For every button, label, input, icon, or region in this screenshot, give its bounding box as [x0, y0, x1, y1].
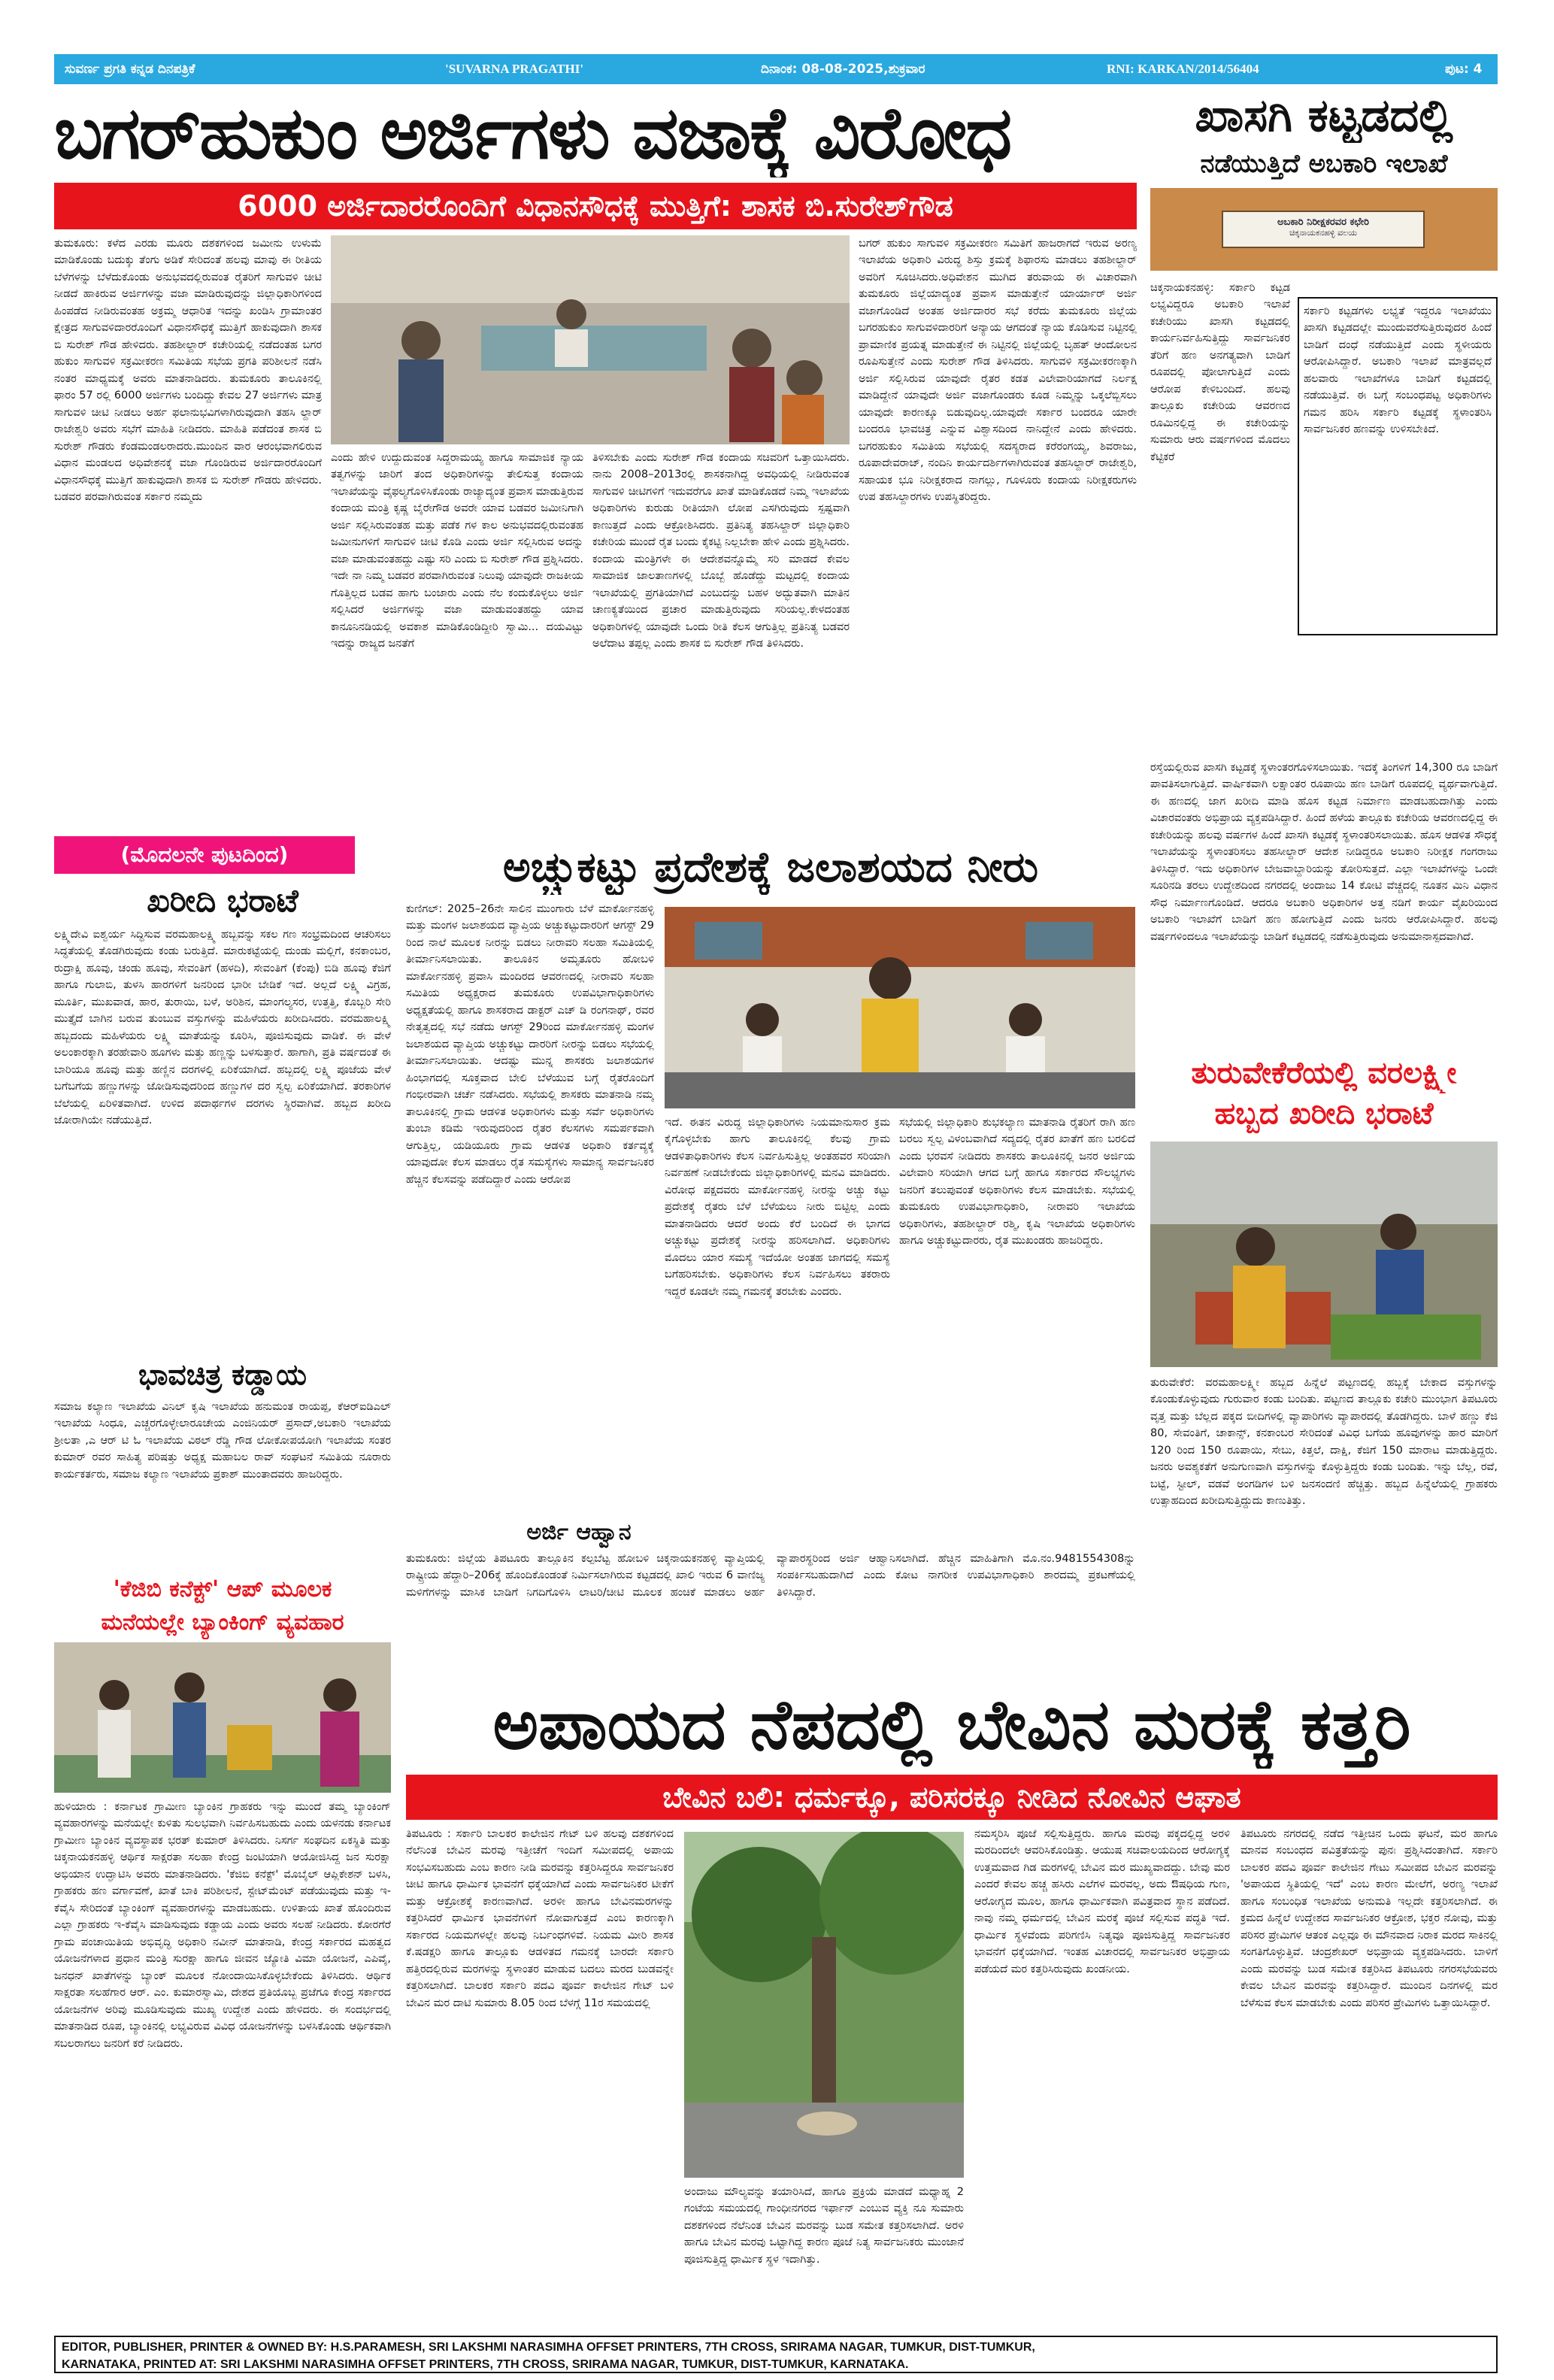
neem-headline: ಅಪಾಯದ ನೆಪದಲ್ಲಿ ಬೇವಿನ ಮರಕ್ಕೆ ಕತ್ತರಿ — [492, 1684, 1411, 1765]
neem-subhead: ಬೇವಿನ ಬಲಿ: ಧರ್ಮಕ್ಕೂ, ಪರಿಸರಕ್ಕೂ ನೀಡಿದ ನೋವಿನ ಆಘಾತ — [406, 1775, 1498, 1820]
tiruvekere-headline-2: ಹಬ್ಬದ ಖರೀದಿ ಭರಾಟೆ — [1214, 1096, 1434, 1131]
issue-date: ದಿನಾಂಕ: 08-08-2025,ಶುಕ್ರವಾರ — [761, 62, 925, 77]
imprint-line-1: EDITOR, PUBLISHER, PRINTER & OWNED BY: H.S.PARAMESH, SRI LAKSHMI NARASIMHA OFFSET PRINTERS, 7TH CROSS, SRIRAMA NAGAR, TUMKUR, DIST-TUMKUR, — [62, 2341, 1035, 2354]
side-top-col-left: ಚಿಕ್ಕನಾಯಕನಹಳ್ಳಿ: ಸರ್ಕಾರಿ ಕಟ್ಟಡ ಲಭ್ಯವಿದ್ದರೂ ಅಬಕಾರಿ ಇಲಾಖೆ ಕಚೇರಿಯು ಖಾಸಗಿ ಕಟ್ಟಡದಲ್ಲಿ ಕಾರ್ಯನಿರ್ವಹಿಸುತ್ತಿದ್ದು ಸಾರ್ವಜನಿಕರ ತೆರಿಗೆ ಹಣ ಅನಗತ್ಯವಾಗಿ ಬಾಡಿಗೆ ರೂಪದಲ್ಲಿ ಪೋಲಾಗುತ್ತಿದೆ ಎಂದು ಆರೋಪ ಕೇಳಿಬಂದಿದೆ. ಹಲವು ತಾಲ್ಲೂಕು ಕಚೇರಿಯ ಆವರಣದ ರೂಮಿನಲ್ಲಿದ್ದ ಈ ಕಚೇರಿಯನ್ನು ಸುಮಾರು ಆರು ವರ್ಷಗಳಿಂದ ಮೊದಲು ಕೆಟ್ಟಿಕರೆ — [1150, 282, 1290, 463]
paper-name-en: 'SUVARNA PRAGATHI' — [445, 62, 584, 76]
application-body: ತುಮಕೂರು: ಜಿಲ್ಲೆಯ ತಿಪಟೂರು ತಾಲ್ಲೂಕಿನ ಕಲ್ಪಬೆಟ್ಟ ಹೋಬಳಿ ಚಿಕ್ಕನಾಯಕನಹಳ್ಳಿ ವ್ಯಾಪ್ತಿಯಲ್ಲಿ ರಾಷ್ಟ್ರೀಯ ಹೆದ್ದಾರಿ–206ಕ್ಕೆ ಹೊಂದಿಕೊಂಡಂತೆ ನಿರ್ಮಿಸಲಾಗಿರುವ ಕಟ್ಟಡದಲ್ಲಿ ಖಾಲಿ ಇರುವ 6 ವಾಣಿಜ್ಯ ಮಳಿಗೆಗಳನ್ನು ಮಾಸಿಕ ಬಾಡಿಗೆ ನಿಗದಿಗೊಳಿಸಿ ಲಾಟರಿ/ಚೀಟಿ ಮೂಲಕ ಹಂಚಿಕೆ ಮಾಡಲು ಅರ್ಹ ವ್ಯಾಪಾರಸ್ಥರಿಂದ ಅರ್ಜಿ ಆಹ್ವಾನಿಸಲಾಗಿದೆ. ಹೆಚ್ಚಿನ ಮಾಹಿತಿಗಾಗಿ ಮೊ.ನಂ.9481554308ನ್ನು ಸಂಪರ್ಕಿಸಬಹುದಾಗಿದೆ ಎಂದು ಕೋಟ ನಾಗರೀಕ ಉಪವಿಭಾಗಾಧಿಕಾರಿ ಶಾರದಮ್ಮ ಪ್ರಕಟಣೆಯಲ್ಲಿ ತಿಳಿಸಿದ್ದಾರೆ. — [406, 1553, 1135, 1599]
meeting-photo — [331, 235, 850, 444]
lead-col-1: ತುಮಕೂರು: ಕಳೆದ ಎರಡು ಮೂರು ದಶಕಗಳಿಂದ ಜಮೀನು ಉಳುಮೆ ಮಾಡಿಕೊಂಡು ಬದುಕ್ಕು ತೆಂಗು ಅಡಿಕೆ ಸೇರಿದಂತೆ ಹಲವು ಮಾವು ಈ ರೀತಿಯ ಬೆಳೆಗಳನ್ನು ಬೆಳೆದುಕೊಂಡು ಅನುಭವದಲ್ಲಿರುವಂತ ರೈತರಿಗೆ ಸಾಗುವಳಿ ಚೀಟಿ ನೀಡದೆ ಹಾಕಿರುವ ಅರ್ಜಿಗಳನ್ನು ವಜಾ ಮಾಡಿರುವುದನ್ನು ಜಿಲ್ಲಾಧಿಕಾರಿಗಳಿಂದ ಹಿಂಪಡೆದ ನೀಡಿರುವಂತಹ ಅಕ್ರಮ್ಮ ಆಧಾರಿತ ಇದನ್ನು ಖಂಡಿಸಿ ಗ್ರಾಮಾಂತರ ಕ್ಷೇತ್ರದ ಸಾಗುವಳಿದಾರರೊಂದಿಗೆ ವಿಧಾನಸೌಧಕ್ಕೆ ಮುತ್ತಿಗೆ ಹಾಕುವುದಾಗಿ ಶಾಸಕ ಬಿ ಸುರೇಶ್ ಗೌಡ ಹೇಳಿದರು. ತಹಶೀಲ್ದಾರ್ ಕಚೇರಿಯಲ್ಲಿ ನಡೆದಂತಹ ಬಗರ ಹುಕುಂ ಸಾಗುವಳಿ ಸಕ್ರಮೀಕರಣ ಸಮಿತಿಯ ಸಭೆಯ ಪ್ರಗತಿ ಪರಿಶೀಲನೆ ನಡೆಸಿ ನಂತರ ಮಾಧ್ಯಮಕ್ಕೆ ಅವರು ಮಾತನಾಡಿದರು. ತುಮಕೂರು ತಾಲೂಕಿನಲ್ಲಿ ಫಾರಂ 57 ರಲ್ಲಿ 6000 ಅರ್ಜಿಗಳು ಬಂದಿದ್ದು ಕೇವಲ 27 ಅರ್ಜಿಗಳು ಮಾತ್ರ ಸಾಗುವಳಿ ಚೀಟಿ ನೀಡಲು ಅರ್ಹ ಫಲಾನುಭವಿಗಳಾಗಿರುವುದಾಗಿ ತಹಸಿ ಲ್ದಾರ್ ರಾಜೇಶ್ವರಿ ಅವರು ಸಭೆಗೆ ಮಾಹಿತಿ ನೀಡಿದರು. ಮಾಹಿತಿ ಪಡೆದಂತ ಶಾಸಕ ಬಿ ಸುರೇಶ್ ಗೌಡರು ಕೆಂಡಮಂಡಲರಾದರು.ಮುಂದಿನ ವಾರ ಆರಂಭವಾಗಲಿರುವ ವಿಧಾನ ಮಂಡಲದ ಅಧಿವೇಶನಕ್ಕೆ ವಜಾ ಗೊಂಡಿರುವ ಅರ್ಜಿದಾರರೊಂದಿಗೆ ವಿಧಾನಸೌಧಕ್ಕೆ ಮುತ್ತಿಗೆ ಹಾಕುವುದಾಗಿ ಶಾಸಕ ಬಿ ಸುರೇಶ್ ಗೌಡರು ಹೇಳಿದರು. ಬಡವರ ಪರವಾಗಿರುವಂತ ಸರ್ಕಾರ ನಮ್ಮದು — [54, 238, 322, 504]
side-top-col-bottom: ರಸ್ತೆಯಲ್ಲಿರುವ ಖಾಸಗಿ ಕಟ್ಟಡಕ್ಕೆ ಸ್ಥಳಾಂತರಗೊಳಿಸಲಾಯಿತು. ಇದಕ್ಕೆ ತಿಂಗಳಿಗೆ 14,300 ರೂ ಬಾಡಿಗೆ ಪಾವತಿಸಲಾಗುತ್ತಿದೆ. ವಾರ್ಷಿಕವಾಗಿ ಲಕ್ಷಾಂತರ ರೂಪಾಯಿ ಹಣ ಬಾಡಿಗೆ ರೂಪದಲ್ಲಿ ವ್ಯರ್ಥವಾಗುತ್ತಿದೆ. ಈ ಹಣದಲ್ಲಿ ಜಾಗ ಖರೀದಿ ಮಾಡಿ ಹೊಸ ಕಟ್ಟಡ ನಿರ್ಮಾಣ ಮಾಡಬಹುದಾಗಿತ್ತು ಎಂದು ವಿಚಾರವಂತರು ಅಭಿಪ್ರಾಯ ವ್ಯಕ್ತಪಡಿಸಿದ್ದಾರೆ. ಹಿಂದೆ ಹಳೆಯ ತಾಲ್ಲೂಕು ಕಚೇರಿಯ ಆವರಣದಲ್ಲಿದ್ದ ಈ ಕಚೇರಿಯನ್ನು ಹಲವು ವರ್ಷಗಳ ಹಿಂದೆ ಖಾಸಗಿ ಕಟ್ಟಡಕ್ಕೆ ಸ್ಥಳಾಂತರಿಸಲಾಯಿತು. ಹೊಸ ಆಡಳಿತ ಸೌಧಕ್ಕೆ ಇಲಾಖೆಯನ್ನು ಸ್ಥಳಾಂತರಿಸಲು ತಹಸೀಲ್ದಾರ್ ಆದೇಶ ನೀಡಿದ್ದರೂ ಅಬಕಾರಿ ನಿರೀಕ್ಷಕ ಗಂಗರಾಜು ತಿಳಿಸಿದ್ದಾರೆ. ಇದು ಅಧಿಕಾರಿಗಳ ಬೇಜವಾಬ್ದಾರಿಯನ್ನು ತೋರಿಸುತ್ತದೆ. ಎಲ್ಲಾ ಇಲಾಖೆಗಳನ್ನು ಒಂದೇ ಸೂರಿನಡಿ ತರಲು ಉದ್ದೇಶದಿಂದ ನಗರದಲ್ಲಿ ಅಂದಾಜು 14 ಕೋಟಿ ವೆಚ್ಚದಲ್ಲಿ ನೂತನ ಮಿನಿ ವಿಧಾನ ಸೌಧ ನಿರ್ಮಾಣಗೊಂಡಿದೆ. ಆದರೂ ಅಬಕಾರಿ ಅಧಿಕಾರಿಗಳ ಅತ್ತ ನಡಿಗೆ ಕಾರ್ಯ ವೈಖರಿಯಿಂದ ಅಬಕಾರಿ ಇಲಾಖೆಗೆ ಬಾಡಿಗೆ ಹಣ ಹೋಗುತ್ತಿದೆ ಎಂದು ಜನರು ಆರೋಪಿಸಿದ್ದಾರೆ. ಹಲವು ವರ್ಷಗಳಿಂದಲೂ ಇಲಾಖೆಯನ್ನು ಬಾಡಿಗೆ ಕಟ್ಟಡದಲ್ಲಿ ನಡೆಸುತ್ತಿರುವುದು ಅನುಮಾನಾಸ್ಪದವಾಗಿದೆ. — [1150, 762, 1498, 943]
water-meeting-photo — [665, 907, 1135, 1108]
continued-headline: ಖರೀದಿ ಭರಾಟೆ — [147, 882, 298, 919]
lead-subhead: 6000 ಅರ್ಜಿದಾರರೊಂದಿಗೆ ವಿಧಾನಸೌಧಕ್ಕೆ ಮುತ್ತಿಗೆ: ಶಾಸಕ ಬಿ.ಸುರೇಶ್‌ಗೌಡ — [54, 183, 1137, 229]
lead-headline: ಬಗರ್‌ಹುಕುಂ ಅರ್ಜಿಗಳು ವಜಾಕ್ಕೆ ವಿರೋಧ — [54, 91, 1011, 175]
neem-col-3: ನಮಸ್ಕರಿಸಿ ಪೂಜೆ ಸಲ್ಲಿಸುತ್ತಿದ್ದರು. ಹಾಗೂ ಮರವು ಪಕ್ಕದಲ್ಲಿದ್ದ ಅರಳಿ ಮರದಿಂದಲೇ ಆವರಿಸಿಕೊಂಡಿತ್ತು. ಆಯುಷ ಸಚಿವಾಲಯದಿಂದ ಆರೋಗ್ಯಕ್ಕೆ ಉತ್ತಮವಾದ ಗಿಡ ಮರಗಳಲ್ಲಿ ಬೇವಿನ ಮರ ಮುಖ್ಯವಾದದ್ದು. ಬೇವು ಮರ ಎಂದರೆ ಕೇವಲ ಹಚ್ಚ ಹಸಿರು ಎಲೆಗಳ ಮರವಲ್ಲ, ಅದು ಔಷಧಿಯ ಗುಣ, ಆರೋಗ್ಯದ ಮೂಲ, ಹಾಗೂ ಧಾರ್ಮಿಕವಾಗಿ ಪವಿತ್ರವಾದ ಸ್ಥಾನ ಪಡೆದಿದೆ. ನಾವು ನಮ್ಮ ಧರ್ಮದಲ್ಲಿ ಬೇವಿನ ಮರಕ್ಕೆ ಪೂಜೆ ಸಲ್ಲಿಸುವ ಪದ್ಧತಿ ಇದೆ. ಧಾರ್ಮಿಕ ಸ್ಥಳವೆಂದು ಪರಿಗಣಿಸಿ ನಿತ್ಯವೂ ಪೂಜಿಸುತ್ತಿದ್ದ ಸಾರ್ವಜನಿಕರ ಭಾವನೆಗೆ ಧಕ್ಕೆಯಾಗಿದೆ. ಇಂತಹ ವಿಚಾರದಲ್ಲಿ ಸಾರ್ವಜನಿಕರ ಅಭಿಪ್ರಾಯ ಪಡೆಯದೆ ಮರ ಕತ್ತರಿಸಿರುವುದು ಖಂಡನೀಯ. — [974, 1828, 1230, 1975]
water-col-3: ಸಭೆಯಲ್ಲಿ ಜಿಲ್ಲಾಧಿಕಾರಿ ಶುಭಕಲ್ಯಾಣ ಮಾತನಾಡಿ ರೈತರಿಗೆ ರಾಗಿ ಹಣ ಬರಲು ಸ್ವಲ್ಪ ವಿಳಂಬವಾಗಿದೆ ಸದ್ಯದಲ್ಲಿ ರೈತರ ಖಾತೆಗೆ ಹಣ ಬರಲಿದೆ ಎಂದು ಭರವಸೆ ನೀಡಿದರು ಶಾಸಕರು ತಾಲೂಕಿನಲ್ಲಿ ಜನರ ಅರ್ಜಿಯ ವಿಲೇವಾರಿ ಸರಿಯಾಗಿ ಆಗದ ಬಗ್ಗೆ ಹಾಗೂ ಸರ್ಕಾರದ ಸೌಲಭ್ಯಗಳು ಜನರಿಗೆ ತಲುಪುವಂತೆ ಅಧಿಕಾರಿಗಳು ಕೆಲಸ ಮಾಡಬೇಕು. ಸಭೆಯಲ್ಲಿ ತುಮಕೂರು ಉಪವಿಭಾಗಾಧಿಕಾರಿ, ನೀರಾವರಿ ಇಲಾಖೆಯ ಅಧಿಕಾರಿಗಳು, ತಹಶೀಲ್ದಾರ್ ರಶ್ಮಿ, ಕೃಷಿ ಇಲಾಖೆಯ ಅಧಿಕಾರಿಗಳು ಹಾಗೂ ಅಚ್ಚುಕಟ್ಟುದಾರರು, ರೈತ ಮುಖಂಡರು ಹಾಜರಿದ್ದರು. — [899, 1117, 1135, 1248]
tiruvekere-body: ತುರುವೇಕೆರೆ: ವರಮಹಾಲಕ್ಷ್ಮೀ ಹಬ್ಬದ ಹಿನ್ನೆಲೆ ಪಟ್ಟಣದಲ್ಲಿ ಹಬ್ಬಕ್ಕೆ ಬೇಕಾದ ವಸ್ತುಗಳನ್ನು ಕೊಂಡುಕೊಳ್ಳುವುದು ಗುರುವಾರ ಕಂಡು ಬಂದಿತು. ಪಟ್ಟಣದ ತಾಲ್ಲೂಕು ಕಚೇರಿ ಮುಂಭಾಗ ತಿಪಟೂರು ವೃತ್ತ ಮತ್ತು ಬೆಲ್ಲದ ಪಕ್ಕದ ಬೀದಿಗಳಲ್ಲಿ ವ್ಯಾಪಾರಿಗಳು ವ್ಯಾಪಾರದಲ್ಲಿ ತೊಡಗಿದ್ದರು. ಬಾಳೆ ಹಣ್ಣು ಕೆಜಿ 80, ಸೇವಂತಿಗೆ, ಚಾಕಾನ್ಸ್, ಕನಕಾಂಬರ ಸೇರಿದಂತೆ ವಿವಿಧ ಬಗೆಯ ಹೂವುಗಳನ್ನು ಹಾರ ಮಾರಿಗೆ 120 ರಿಂದ 150 ರೂಪಾಯಿ, ಸೇಬು, ಕಿತ್ತಲೆ, ದಾಕ್ಷಿ, ಕೆಜಿಗೆ 150 ಮಾರಾಟ ಮಾಡುತ್ತಿದ್ದರು. ಜನರು ಅವಶ್ಯಕತೆಗೆ ಅನುಗುಣವಾಗಿ ವಸ್ತುಗಳನ್ನು ಕೊಳ್ಳುತ್ತಿದ್ದರು ಕಂಡು ಬಂದಿತು. ಇನ್ನು ಬೆಲ್ಲ, ರವೆ, ಬಟ್ಟೆ, ಸ್ಟೀಲ್, ವಡವೆ ಅಂಗಡಿಗಳ ಬಳಿ ಜನಸಂದಣಿ ಹೆಚ್ಚಿತ್ತು. ಹಬ್ಬದ ಹಿನ್ನೆಲೆಯಲ್ಲಿ ಗ್ರಾಹಕರು ಉತ್ಸಾಹದಿಂದ ಖರೀದಿಸುತ್ತಿದ್ದುದು ಕಾಣುತಿತ್ತು. — [1150, 1377, 1498, 1508]
side-top-headline-1: ಖಾಸಗಿ ಕಟ್ಟಡದಲ್ಲಿ — [1195, 89, 1453, 142]
neem-tree-photo — [684, 1832, 964, 2178]
bhavachitra-headline: ಭಾವಚಿತ್ರ ಕಡ್ಡಾಯ — [138, 1358, 307, 1391]
continued-label: (ಮೊದಲನೇ ಪುಟದಿಂದ) — [54, 836, 355, 874]
lead-col-4: ಬಗರ್ ಹುಕುಂ ಸಾಗುವಳಿ ಸಕ್ರಮೀಕರಣ ಸಮಿತಿಗೆ ಹಾಜರಾಗದೆ ಇರುವ ಅರಣ್ಯ ಇಲಾಖೆಯ ಅಧಿಕಾರಿ ವಿರುದ್ಧ ಶಿಸ್ತು ಕ್ರಮಕ್ಕೆ ಶಿಫಾರಸು ಮಾಡಲು ತಹಶೀಲ್ದಾರ್ ಅವರಿಗೆ ಸೂಚಿಸಿದರು.ಅಧಿವೇಶನ ಮುಗಿದ ತರುವಾಯ ಈ ವಿಚಾರವಾಗಿ ತುಮಕೂರು ಜಿಲ್ಲೆಯಾದ್ಯಂತ ಪ್ರವಾಸ ಮಾಡುತ್ತೇನೆ ಯಾರ್ಯಾರ್ ಅರ್ಜಿ ವಜಾಗೊಂಡಿದೆ ಅಂತಹ ಅರ್ಜಿದಾರರ ಸಭೆ ಕರೆದು ತುಮಕೂರು ಜಿಲ್ಲೆಯ ಬಗರಹುಕುಂ ಸಾಗುವಳಿದಾರರಿಗೆ ಅನ್ಯಾಯ ಆಗದಂತೆ ನ್ಯಾಯ ಕೊಡಿಸುವ ನಿಟ್ಟಿನಲ್ಲಿ ಪ್ರಾಮಾಣಿಕ ಪ್ರಯತ್ನ ಮಾಡುತ್ತೇನೆ ಈ ನಿಟ್ಟಿನಲ್ಲಿ ಜಿಲ್ಲೆಯಲ್ಲಿ ಬೃಹತ್ ಆಂದೋಲನ ರೂಪಿಸುತ್ತೇನೆ ಎಂದು ಸುರೇಶ್ ಗೌಡ ತಿಳಿಸಿದರು. ಸಾಗುವಳಿ ಸಕ್ರಮೀಕರಣಕ್ಕಾಗಿ ಅರ್ಜಿ ಸಲ್ಲಿಸಿರುವ ಯಾವುದೇ ರೈತರ ಕಡತ ವಿಲೇವಾರಿಯಾಗದೆ ನಿರ್ಲಕ್ಷ ಮಾಡಿದ್ದೇನೆ ಯಾವುದೇ ಅರ್ಜಿ ವಜಾಗೊಂಡರು ಕೂಡ ನಿಮ್ಮನ್ನು ಒಕ್ಕಲೆಬ್ಬಿಸಲು ಯಾವುದೇ ಕಾರಣಕ್ಕೂ ಬಿಡುವುದಿಲ್ಲ.ಯಾವುದೇ ಸರ್ಕಾರ ಬಂದರೂ ಯಾರೇ ಬಂದರೂ ಭಾವಚಿತ್ರ ಎನ್ನುವ ವಿಶ್ವಾಸದಿಂದ ನಾನಿದ್ದೇನೆ ಎಂದು ಹೇಳಿದರು. ಬಗರಹುಕುಂ ಸಮಿತಿಯ ಸಭೆಯಲ್ಲಿ ಸದಸ್ಯರಾದ ಕರೆರಂಗಯ್ಯ, ಶಿವರಾಜು, ರೂಪಾದೇವರಾಜ್, ನಂದಿನಿ ಕಾರ್ಯದರ್ಶಿಗಳಾಗಿರುವಂತ ತಹಸಿಲ್ದಾರ್ ರಾಜೇಶ್ವರಿ, ಸಹಾಯಕ ಭೂ ನಿರೀಕ್ಷಕರಾದ ನಾಗಲ್ಲು, ಗೂಳೂರು ಕಂದಾಯ ನಿರೀಕ್ಷಕರುಗಳು ಉಪ ತಹಸಿಲ್ದಾರಗಳು ಉಪಸ್ಥಿತರಿದ್ದರು. — [859, 238, 1137, 504]
side-top-col-right: ಸರ್ಕಾರಿ ಕಟ್ಟಡಗಳು ಲಭ್ಯತೆ ಇದ್ದರೂ ಇಲಾಖೆಯು ಖಾಸಗಿ ಕಟ್ಟಡದಲ್ಲೇ ಮುಂದುವರೆಸುತ್ತಿರುವುದರ ಹಿಂದೆ ಬಾಡಿಗೆ ದಂಧೆ ನಡೆಯುತ್ತಿದೆ ಎಂದು ಸ್ಥಳೀಯರು ಆರೋಪಿಸಿದ್ದಾರೆ. ಅಬಕಾರಿ ಇಲಾಖೆ ಮಾತ್ರವಲ್ಲದೆ ಹಲವಾರು ಇಲಾಖೆಗಳೂ ಬಾಡಿಗೆ ಕಟ್ಟಡದಲ್ಲಿ ನಡೆಯುತ್ತಿವೆ. ಈ ಬಗ್ಗೆ ಸಂಬಂಧಪಟ್ಟ ಅಧಿಕಾರಿಗಳು ಗಮನ ಹರಿಸಿ ಸರ್ಕಾರಿ ಕಟ್ಟಡಕ್ಕೆ ಸ್ಥಳಾಂತರಿಸಿ ಸಾರ್ವಜನಿಕರ ಹಣವನ್ನು ಉಳಿಸಬೇಕಿದೆ. — [1298, 297, 1498, 635]
sign-subtext: ಚಿಕ್ಕನಾಯಕನಹಳ್ಳಿ ವಲಯ — [1289, 228, 1357, 238]
lead-col-2: ಎಂದು ಹೇಳಿ ಉದ್ದುದುವಂತ ಸಿದ್ದರಾಮಯ್ಯ ಹಾಗೂ ಸಾಮಾಜಿಕ ನ್ಯಾಯ ತತ್ವಗಳನ್ನು ಜಾರಿಗೆ ತಂದ ಅಧಿಕಾರಿಗಳನ್ನು ತೇಲಿಸುತ್ತ ಕಂದಾಯ ಇಲಾಖೆಯನ್ನು ವೈಫಲ್ಯಗೊಳಿಸಿಕೊಂಡು ರಾಜ್ಯಾದ್ಯಂತ ಪ್ರವಾಸ ಮಾಡುತ್ತಿರುವ ಕಂದಾಯ ಮಂತ್ರಿ ಕೃಷ್ಣ ಬೈರೇಗೌಡ ಅವರೇ ಯಾವ ಬಡವರ ಜಮೀನಿಗಾಗಿ ಅರ್ಜಿ ಸಲ್ಲಿಸಿರುವಂತಹ ಮತ್ತು ಪಡೆಕ ಗಳ ಕಾಲ ಅನುಭವದಲ್ಲಿರುವಂತಹ ಜಮೀನುಗಳಿಗೆ ಸಾಗುವಳಿ ಚೀಟಿ ಕೊಡಿ ಎಂದು ಅರ್ಜಿ ಸಲ್ಲಿಸಿರುವ ಅದನ್ನು ವಜಾ ಮಾಡುವಂತಹದ್ದು ಎಷ್ಟು ಸರಿ ಎಂದು ಬಿ ಸುರೇಶ್ ಗೌಡ ಪ್ರಶ್ನಿಸಿದರು. ಇದೇ ನಾ ನಿಮ್ಮ ಬಡವರ ಪರವಾಗಿರುವಂತ ನಿಲುವು ಯಾವುದೇ ರಾಜಕೀಯ ಗೊತ್ತಿಲ್ಲದ ಬಡವ ಹಾಗು ಬಂಜಾರು ಎಂದು ನೆಲ ಕಂದುಕೊಳ್ಳಲು ಅರ್ಜಿ ಸಲ್ಲಿಸಿದರೆ ಅರ್ಜಿಗಳನ್ನು ವಜಾ ಮಾಡುವಂತಹದ್ದು ಯಾವ ಕಾನೂನಿನಡಿಯಲ್ಲಿ ಅವಕಾಶ ಮಾಡಿಕೊಂಡಿದ್ದೀರಿ ಸ್ವಾಮಿ... ದಯವಿಟ್ಟು ಇದನ್ನು ರಾಜ್ಯದ ಜನತೆಗೆ — [331, 452, 583, 650]
kgb-body: ಹುಳಿಯಾರು : ಕರ್ನಾಟಕ ಗ್ರಾಮೀಣ ಬ್ಯಾಂಕಿನ ಗ್ರಾಹಕರು ಇನ್ನು ಮುಂದೆ ತಮ್ಮ ಬ್ಯಾಂಕಿಂಗ್ ವ್ಯವಹಾರಗಳನ್ನು ಮನೆಯಲ್ಲೇ ಕುಳಿತು ಸುಲಭವಾಗಿ ನಿರ್ವಹಿಸಬಹುದು ಎಂದು ಯಳನಡು ಕರ್ನಾಟಕ ಗ್ರಾಮೀಣ ಬ್ಯಾಂಕಿನ ವ್ಯವಸ್ಥಾಪಕ ಭರತ್ ಕುಮಾರ್ ತಿಳಿಸಿದರು. ನಿಸರ್ಗ ಸಂಘದಿನ ಏಕಸ್ಥಿತಿ ಮತ್ತು ಚಿಕ್ಕನಾಯಕನಹಳ್ಳಿ ಆರ್ಥಿಕ ಸಾಕ್ಷರತಾ ಸಲಹಾ ಕೇಂದ್ರ ಜಂಟಿಯಾಗಿ ಆಯೋಜಿಸಿದ್ದ ಜನ ಸುರಕ್ಷಾ ಅಭಿಯಾನ ಉದ್ಘಾಟಿಸಿ ಅವರು ಮಾತನಾಡಿದರು. 'ಕೆಜಿಬಿ ಕನೆಕ್ಟ್' ಮೊಬೈಲ್ ಆಪ್ಲಿಕೇಶನ್ ಬಳಸಿ, ಗ್ರಾಹಕರು ಹಣ ವರ್ಗಾವಣೆ, ಖಾತೆ ಬಾಕಿ ಪರಿಶೀಲನೆ, ಸ್ಟೇಟ್‌ಮೆಂಟ್ ಪಡೆಯುವುದು ಮತ್ತು ಇ-ಕೆವೈಸಿ ಸೇರಿದಂತೆ ಬ್ಯಾಂಕಿಂಗ್ ವ್ಯವಹಾರಗಳನ್ನು ಮಾಡಬಹುದು. ಉಳಿತಾಯ ಖಾತೆ ಹೊಂದಿರುವ ಎಲ್ಲಾ ಗ್ರಾಹಕರು ಇ-ಕೆವೈಸಿ ಮಾಡಿಸುವುದು ಕಡ್ಡಾಯ ಎಂದು ಅವರು ಸಲಹೆ ನೀಡಿದರು. ಕೋರಗೆರೆ ಗ್ರಾಮ ಪಂಚಾಯಿತಿಯ ಅಭಿವೃದ್ಧಿ ಅಧಿಕಾರಿ ನವೀನ್ ಮಾತನಾಡಿ, ಕೇಂದ್ರ ಸರ್ಕಾರದ ಮಹತ್ವದ ಯೋಜನೆಗಳಾದ ಪ್ರಧಾನ ಮಂತ್ರಿ ಸುರಕ್ಷಾ ಹಾಗೂ ಜೀವನ ಜ್ಯೋತಿ ವಿಮಾ ಯೋಜನೆ, ಎಪಿವೈ, ಜನಧನ್ ಖಾತೆಗಳನ್ನು ಬ್ಯಾಂಕ್ ಮೂಲಕ ನೋಂದಾಯಿಸಿಕೊಳ್ಳಬೇಕೆಂದು ತಿಳಿಸಿದರು. ಆರ್ಥಿಕ ಸಾಕ್ಷರತಾ ಸಲಹೆಗಾರ ಆರ್. ಎಂ. ಕುಮಾರಸ್ವಾಮಿ, ದೇಶದ ಪ್ರತಿಯೊಬ್ಬ ಪ್ರಜೆಗೂ ಕೇಂದ್ರ ಸರ್ಕಾರದ ಯೋಜನೆಗಳ ಅರಿವು ಮೂಡಿಸುವುದು ಮುಖ್ಯ ಉದ್ದೇಶ ಎಂದು ಹೇಳಿದರು. ಈ ಸಂದರ್ಭದಲ್ಲಿ ಮಾತನಾಡಿದ ರೂಪ, ಬ್ಯಾಂಕಿನಲ್ಲಿ ಲಭ್ಯವಿರುವ ವಿವಿಧ ಯೋಜನೆಗಳನ್ನು ಬಳಸಿಕೊಂಡು ಆರ್ಥಿಕವಾಗಿ ಸಬಲರಾಗಲು ಜನರಿಗೆ ಕರೆ ನೀಡಿದರು. — [54, 1801, 391, 2050]
paper-name-kn: ಸುವರ್ಣ ಪ್ರಗತಿ ಕನ್ನಡ ದಿನಪತ್ರಿಕೆ — [65, 62, 195, 77]
office-sign-photo — [1150, 188, 1498, 271]
water-col-2: ಇದೆ. ಈತನ ವಿರುದ್ಧ ಜಿಲ್ಲಾಧಿಕಾರಿಗಳು ನಿಯಮಾನುಸಾರ ಕ್ರಮ ಕೈಗೊಳ್ಳಬೇಕು ಹಾಗು ತಾಲೂಕಿನಲ್ಲಿ ಕೆಲವು ಗ್ರಾಮ ಆಡಳಿತಾಧಿಕಾರಿಗಳು ಕೆಲಸ ನಿರ್ವಹಿಸುತ್ತಿಲ್ಲ ಅಂತಹವರ ಸರಿಯಾಗಿ ನಿರ್ವಹಣೆ ನೀಡಬೇಕೆಂದು ಜಿಲ್ಲಾಧಿಕಾರಿಗಳಲ್ಲಿ ಮನವಿ ಮಾಡಿದರು. ವಿರೋಧ ಪಕ್ಷದವರು ಮಾರ್ಕೋನಹಳ್ಳಿ ನೀರನ್ನು ಅಚ್ಚು ಕಟ್ಟು ಪ್ರದೇಶಕ್ಕೆ ರೈತರು ಬೆಳೆ ಬೆಳೆಯಲು ನೀರು ಬಿಟ್ಟಿಲ್ಲ ಎಂದು ಮಾತನಾಡಿದರು ಆದರೆ ಅಂದು ಕೆರೆ ಬಂದಿದೆ ಈ ಭಾಗದ ಅಚ್ಚುಕಟ್ಟು ಪ್ರದೇಶಕ್ಕೆ ನೀರನ್ನು ಹರಿಸಲಾಗಿದೆ. ಅಧಿಕಾರಿಗಳು ಮೊದಲು ಯಾರ ಸಮಸ್ಯೆ ಇದೆಯೋ ಅಂತಹ ಜಾಗದಲ್ಲಿ ಸಮಸ್ಯೆ ಬಗೆಹರಿಸಬೇಕು. ಅಧಿಕಾರಿಗಳು ಕೆಲಸ ನಿರ್ವಹಿಸಲು ತಕರಾರು ಇದ್ದರೆ ಕೂಡಲೇ ನಮ್ಮ ಗಮನಕ್ಕೆ ತರಬೇಕು ಎಂದರು. — [665, 1117, 890, 1298]
continued-body: ಲಕ್ಷ್ಮಿದೇವಿ ಐಶ್ವರ್ಯ ಸಿದ್ಧಿಸುವ ವರಮಹಾಲಕ್ಷ್ಮಿ ಹಬ್ಬವನ್ನು ಸಕಲ ಗಣ ಸಂಭ್ರಮದಿಂದ ಆಚರಿಸಲು ಸಿದ್ಧತೆಯಲ್ಲಿ ತೊಡಗಿರುವುದು ಕಂಡು ಬರುತ್ತಿದೆ. ಮಾರುಕಟ್ಟೆಯಲ್ಲಿ ದುಂಡು ಮಲ್ಲಿಗೆ, ಕನಕಾಂಬರ, ರುದ್ರಾಕ್ಷಿ ಹೂವು, ಚಂಡು ಹೂವು, ಸೇವಂತಿಗೆ (ಹಳದಿ), ಸೇವಂತಿಗೆ (ಕೆಂಪು) ಬಿಡಿ ಹೂವು ಕೆಜಿಗೆ ಹಾಗೂ ಗುಲಾಬಿ, ತುಳಸಿ ಹಾರಗಳಿಗೆ ಜನರಿಂದ ಭಾರೀ ಬೇಡಿಕೆ ಇದೆ. ಅಲ್ಲದೆ ಲಕ್ಷ್ಮಿ ವಿಗ್ರಹ, ಮೂರ್ತಿ, ಮುಖವಾಡ, ಹಾರ, ತುರಾಯಿ, ಬಳೆ, ಅರಿಶಿನ, ಮಾಂಗಲ್ಯಸರ, ಉತ್ತತ್ತಿ, ಕೊಬ್ಬರಿ ಸೇರಿ ಮುತ್ತೈದೆ ಬಾಗಿನ ಬರುವ ತುಂಬುವ ವಸ್ತುಗಳನ್ನು ಮಹಿಳೆಯರು ಖರೀದಿಸಿದರು. ವರಮಹಾಲಕ್ಷ್ಮಿ ಹಬ್ಬದಂದು ಮಹಿಳೆಯರು ಲಕ್ಷ್ಮಿ ಮಾತೆಯನ್ನು ಕೂರಿಸಿ, ಪೂಜಿಸುವುದು ವಾಡಿಕೆ. ಈ ವೇಳೆ ಅಲಂಕಾರಕ್ಕಾಗಿ ತರಹೇವಾರಿ ಹೂಗಳು ಮತ್ತು ಹಣ್ಣನ್ನು ಬಳಸುತ್ತಾರೆ. ಹಾಗಾಗಿ, ಪ್ರತಿ ವರ್ಷದಂತೆ ಈ ಬಾರಿಯೂ ಹೂವು ಮತ್ತು ಹಣ್ಣಿನ ದರಗಳಲ್ಲಿ ಏರಿಕೆಯಾಗಿದೆ. ಹಬ್ಬದಲ್ಲಿ ಲಕ್ಷ್ಮಿ ಪೂಜೆಯ ವೇಳೆ ಬಗೆಬಗೆಯ ಹಣ್ಣುಗಳನ್ನು ಜೋಡಿಸುವುದರಿಂದ ಹಣ್ಣುಗಳ ದರ ಸ್ವಲ್ಪ ಏರಿಕೆಯಾಗಿದೆ. ತರಕಾರಿಗಳ ಬೆಲೆಯಲ್ಲಿ ಏರಿಳಿತವಾಗಿದೆ. ಉಳಿದ ಪದಾರ್ಥಗಳ ದರಗಳು ಸ್ಥಿರವಾಗಿವೆ. ಹಬ್ಬದ ಖರೀದಿ ಜೋರಾಗಿಯೇ ನಡೆಯುತ್ತಿದೆ. — [54, 929, 391, 1127]
application-headline: ಅರ್ಜಿ ಆಹ್ವಾನ — [526, 1519, 632, 1545]
imprint-footer — [54, 2336, 1498, 2373]
neem-col-1: ತಿಪಟೂರು : ಸರ್ಕಾರಿ ಬಾಲಕರ ಕಾಲೇಜಿನ ಗೇಟ್ ಬಳಿ ಹಲವು ದಶಕಗಳಿಂದ ನೆಲೆನಿಂತ ಬೇವಿನ ಮರವು ಇತ್ತೀಚೆಗೆ ಇಂದಿಗೆ ಸಮೀಪದಲ್ಲಿ ಅಪಾಯ ಸಂಭವಿಸಬಹುದು ಎಂಬ ಕಾರಣ ನೀಡಿ ಮರವನ್ನು ಕತ್ತರಿಸಿದ್ದರೂ ಸಾರ್ವಜನಿಕರ ಚೀಟಿ ಹಾಗೂ ಧಾರ್ಮಿಕ ಭಾವನೆಗೆ ಧಕ್ಕೆಯಾಗಿದೆ ಎಂದು ಸಾರ್ವಜನಿಕರ ಟೀಕೆಗೆ ಮತ್ತು ಆಕ್ರೋಶಕ್ಕೆ ಕಾರಣವಾಗಿದೆ. ಅರಳೀ ಹಾಗೂ ಬೇವಿನಮರಗಳನ್ನು ಕತ್ತರಿಸಿದರೆ ಧಾರ್ಮಿಕ ಭಾವನೆಗಳಿಗೆ ನೋವಾಗುತ್ತದೆ ಎಂಬ ಕಾರಣಕ್ಕಾಗಿ ಸರ್ಕಾರದ ನಿಯಮಗಳಲ್ಲೇ ಹಲವು ನಿರ್ಬಂಧಗಳಿವೆ. ನಿಯಮ ಮೀರಿ ಶಾಸಕ ಕೆ.ಷಡಕ್ಷರಿ ಹಾಗೂ ತಾಲ್ಲೂಕು ಆಡಳಿತದ ಗಮನಕ್ಕೆ ಬಾರದೇ ಸರ್ಕಾರಿ ಹತ್ತಿರದಲ್ಲಿರುವ ಮರಗಳನ್ನು ಸ್ಥಳಾಂತರ ಮಾಡುವ ಬದಲು ಮರದ ಬುಡವನ್ನೇ ಕತ್ತರಿಸಲಾಗಿದೆ. ಬಾಲಕರ ಸರ್ಕಾರಿ ಪದವಿ ಪೂರ್ವ ಕಾಲೇಜಿನ ಗೇಟ್ ಬಳಿ ಬೇವಿನ ಮರ ದಾಟಿ ಸುಮಾರು 8.05 ರಿಂದ ಬೆಳಗ್ಗೆ 11ರ ಸಮಯದಲ್ಲಿ — [406, 1828, 674, 2009]
kgb-headline-2: ಮನೆಯಲ್ಲೇ ಬ್ಯಾಂಕಿಂಗ್ ವ್ಯವಹಾರ — [101, 1609, 344, 1636]
lead-col-3: ತಿಳಿಸಬೇಕು ಎಂದು ಸುರೇಶ್ ಗೌಡ ಕಂದಾಯ ಸಚಿವರಿಗೆ ಒತ್ತಾಯಿಸಿದರು. ನಾನು 2008–2013ರಲ್ಲಿ ಶಾಸಕನಾಗಿದ್ದ ಅವಧಿಯಲ್ಲಿ ನೀಡಿರುವಂತ ಸಾಗುವಳಿ ಚೀಟಿಗಳಿಗೆ ಇದುವರೆಗೂ ಖಾತೆ ಮಾಡಿಕೊಡದೆ ನಿಮ್ಮ ಇಲಾಖೆಯ ಅಧಿಕಾರಿಗಳು ಕುರುಡು ರೀತಿಯಾಗಿ ಲೋಪ ಎಸಗಿರುವುದು ಸ್ಪಷ್ಟವಾಗಿ ಕಾಣುತ್ತದೆ ಎಂದು ಆಕ್ರೋಶಿಸಿದರು. ಪ್ರತಿನಿತ್ಯ ತಹಸಿಲ್ದಾರ್ ಜಿಲ್ಲಾಧಿಕಾರಿ ಕಚೇರಿಯ ಮುಂದೆ ರೈತ ಬಂದು ಕೈಕಟ್ಟಿ ನಿಲ್ಲಬೇಕಾ ಹೇಳಿ ಎಂದು ಪ್ರಶ್ನಿಸಿದರು. ಕಂದಾಯ ಮಂತ್ರಿಗಳೇ ಈ ಆದೇಶವನ್ನೊಮ್ಮೆ ಸರಿ ಮಾಡದೆ ಕೇವಲ ಸಾಮಾಜಿಕ ಜಾಲತಾಣಗಳಲ್ಲಿ ಬೊಬ್ಬೆ ಹೊಡೆದ್ದು ಮಟ್ಟದಲ್ಲಿ ಕಂದಾಯ ಇಲಾಖೆಯಲ್ಲಿ ಪ್ರಗತಿಯಾಗಿದೆ ಎಂಬುದನ್ನು ಬಹಳ ಅದ್ಭುತವಾಗಿ ಮಾತಿನ ಚಾಣಕ್ಯತೆಯಿಂದ ಪ್ರಚಾರ ಮಾಡುತ್ತಿರುವುದು ಸರಿಯಲ್ಲ.ಕೇಳದಂತಹ ಅಧಿಕಾರಿಗಳಲ್ಲಿ ಯಾವುದೇ ಒಂದು ರೀತಿ ಕೆಲಸ ಆಗುತ್ತಿಲ್ಲ ಪ್ರತಿನಿತ್ಯ ಬಡವರ ಅಲೆದಾಟ ತಪ್ಪಲ್ಲ ಎಂದು ಶಾಸಕ ಬಿ ಸುರೇಶ್ ಗೌಡ ತಿಳಿಸಿದರು. — [592, 452, 850, 650]
bank-event-photo — [54, 1642, 391, 1793]
neem-col-4: ತಿಪಟೂರು ನಗರದಲ್ಲಿ ನಡೆದ ಇತ್ತೀಚಿನ ಒಂದು ಘಟನೆ, ಮರ ಹಾಗೂ ಮಾನವ ಸಂಬಂಧದ ಪವಿತ್ರತೆಯನ್ನು ಪುನಃ ಪ್ರಶ್ನಿಸಿದಂತಾಗಿದೆ. ಸರ್ಕಾರಿ ಬಾಲಕರ ಪದವಿ ಪೂರ್ವ ಕಾಲೇಜಿನ ಗೇಟು ಸಮೀಪದ ಬೇವಿನ ಮರವನ್ನು 'ಅಪಾಯದ ಸ್ಥಿತಿಯಲ್ಲಿ ಇದೆ' ಎಂಬ ಕಾರಣ ಮೇಲೆಗೆ, ಅರಣ್ಯ ಇಲಾಖೆ ಹಾಗೂ ಸಂಬಂಧಿತ ಇಲಾಖೆಯ ಅನುಮತಿ ಇಲ್ಲದೇ ಕತ್ತರಿಸಲಾಗಿದೆ. ಈ ಕ್ರಮದ ಹಿನ್ನೆಲೆ ಉದ್ದೇಶದ ಸಾರ್ವಜನಿಕರ ಆಕ್ರೋಶ, ಭಕ್ತರ ನೋವು, ಮತ್ತು ಪರಿಸರ ಪ್ರೇಮಿಗಳ ಆತಂಕ ಎಲ್ಲವೂ ಈ ಮೌನವಾದ ನಿರಾಕ ಮರದ ಸಾಕಿನಲ್ಲಿ ಸಂಗತಿಗೊಳ್ಳುತ್ತಿವೆ. ಚಂದ್ರಶೇಖರ್ ಅಭಿಪ್ರಾಯ ವ್ಯಕ್ತಪಡಿಸಿದರು. ಬಾಳಿಗೆ ಎಂದು ಮರವನ್ನು ಬುಡ ಸಮೇತ ಕತ್ತರಿಸಿದ ತಿಪಟೂರು ನಗರಸಭೆಯವರು ಕೇವಲ ಬೇವಿನ ಮರವನ್ನು ಕತ್ತರಿಸಿದ್ದಾರೆ. ಮುಂದಿನ ದಿನಗಳಲ್ಲಿ ಮರ ಬೆಳೆಸುವ ಕೆಲಸ ಮಾಡಬೇಕು ಎಂದು ಪರಿಸರ ಪ್ರೇಮಿಗಳು ಒತ್ತಾಯಿಸಿದ್ದಾರೆ. — [1240, 1828, 1498, 2009]
water-headline: ಅಚ್ಚುಕಟ್ಟು ಪ್ರದೇಶಕ್ಕೆ ಜಲಾಶಯದ ನೀರು — [502, 843, 1039, 892]
tiruvekere-headline-1: ತುರುವೇಕೆರೆಯಲ್ಲಿ ವರಲಕ್ಷ್ಮೀ — [1191, 1056, 1457, 1090]
market-photo — [1150, 1141, 1498, 1367]
side-top-headline-2: ನಡೆಯುತ್ತಿದೆ ಅಬಕಾರಿ ಇಲಾಖೆ — [1200, 149, 1448, 179]
masthead-bar — [54, 54, 1498, 84]
rni-number: RNI: KARKAN/2014/56404 — [1107, 62, 1259, 76]
kgb-headline-1: 'ಕೆಜಿಬಿ ಕನೆಕ್ಟ್' ಆಪ್ ಮೂಲಕ — [113, 1576, 332, 1602]
imprint-line-2: KARNATAKA, PRINTED AT: SRI LAKSHMI NARASIMHA OFFSET PRINTERS, 7TH CROSS, SRIRAMA NAGAR, TUMKUR, DIST-TUMKUR, KARNATAKA. — [62, 2358, 909, 2371]
water-col-1: ಕುಣಿಗಲ್: 2025–26ನೇ ಸಾಲಿನ ಮುಂಗಾರು ಬೆಳೆ ಮಾರ್ಕೋನಹಳ್ಳಿ ಮತ್ತು ಮಂಗಳ ಜಲಾಶಯದ ವ್ಯಾಪ್ತಿಯ ಅಚ್ಚುಕಟ್ಟುದಾರರಿಗೆ ಆಗಸ್ಟ್ 29 ರಿಂದ ನಾಲೆ ಮೂಲಕ ನೀರನ್ನು ಬಿಡಲು ನೀರಾವರಿ ಸಲಹಾ ಸಮಿತಿಯಲ್ಲಿ ತೀರ್ಮಾನಿಸಲಾಯಿತು. ತಾಲೂಕಿನ ಅಮೃತೂರು ಹೋಬಳಿ ಮಾರ್ಕೋನಹಳ್ಳಿ ಪ್ರವಾಸಿ ಮಂದಿರದ ಆವರಣದಲ್ಲಿ ನೀರಾವರಿ ಸಲಹಾ ಸಮಿತಿಯ ಅಧ್ಯಕ್ಷರಾದ ತುಮಕೂರು ಉಪವಿಭಾಗಾಧಿಕಾರಿಗಳು ಅಧ್ಯಕ್ಷತೆಯಲ್ಲಿ ಹಾಗೂ ಶಾಸಕರಾದ ಡಾಕ್ಟರ್ ಎಚ್ ಡಿ ರಂಗನಾಥ್, ರವರ ನೇತೃತ್ವದಲ್ಲಿ ಸಭೆ ನಡೆದು ಆಗಸ್ಟ್ 29ರಿಂದ ಮಾರ್ಕೋನಹಳ್ಳಿ ಮಂಗಳ ಜಲಾಶಯದ ವ್ಯಾಪ್ತಿಯ ಅಚ್ಚುಕಟ್ಟು ದಾರರಿಗೆ ನೀರನ್ನು ಬಿಡಲು ಸಭೆಯಲ್ಲಿ ತೀರ್ಮಾನಿಸಲಾಯಿತು. ಆದಷ್ಟು ಮುನ್ನ ಶಾಸಕರು ಜಲಾಶಯಗಳ ಹಿಂಭಾಗದಲ್ಲಿ ಸೂಕ್ತವಾದ ಬೇಲಿ ಬೆಳೆಯುವ ಬಗ್ಗೆ ರೈತರೊಂದಿಗೆ ಗಂಭೀರವಾಗಿ ಚರ್ಚೆ ನಡೆಸಿದರು. ಸಭೆಯಲ್ಲಿ ಶಾಸಕರು ಮಾತನಾಡಿ ನಮ್ಮ ತಾಲೂಕಿನಲ್ಲಿ ಗ್ರಾಮ ಆಡಳಿತ ಅಧಿಕಾರಿಗಳು ಮತ್ತು ಸರ್ವೆ ಅಧಿಕಾರಿಗಳು ತುಂಬಾ ಕಡಿಮೆ ಇರುವುದರಿಂದ ರೈತರ ಕೆಲಸಗಳು ಸಮರ್ಪಕವಾಗಿ ಆಗುತ್ತಿಲ್ಲ, ಯಡಿಯೂರು ಗ್ರಾಮ ಆಡಳಿತ ಅಧಿಕಾರಿ ಕರ್ತವ್ಯಕ್ಕೆ ಯಾವುದೋ ಕೆಲಸ ಮಾಡಲು ರೈತ ಸಮಸ್ಯೆಗಳು ಸಾಮಾನ್ಯ ಸಾರ್ವಜನಿಕರ ಹೆಚ್ಚಿನ ಕೆಲಸವನ್ನು ಪಡೆದಿದ್ದಾರೆ ಎಂದು ಆರೋಪ — [406, 903, 654, 1186]
page-number: ಪುಟ: 4 — [1445, 62, 1483, 77]
bhavachitra-body: ಸಮಾಜ ಕಲ್ಯಾಣ ಇಲಾಖೆಯ ವಿನಿಲ್ ಕೃಷಿ ಇಲಾಖೆಯ ಹನುಮಂತ ರಾಯಪ್ಪ, ಕೆಆರ್‌ಐಡಿಎಲ್ ಇಲಾಖೆಯ ಸಿಂಧೂ, ಎಚ್ಚರಗೊಳ್ಳೇಲಾರೂಚೇಯ ಎಂಜಿನಿಯರ್ ಪ್ರಸಾದ್,ಅಬಕಾರಿ ಇಲಾಖೆಯ ಶ್ರೀಲತಾ ,ಎ ಆರ್ ಟಿ ಓ ಇಲಾಖೆಯ ವಿಠಲ್ ರೆಡ್ಡಿ ಗೌಡ ಲೋಕೋಪಯೋಗಿ ಇಲಾಖೆಯ ಸಂತರ ಕುಮಾರ್ ರವರ ಸಾಹಿತ್ಯ ಪರಿಷತ್ತು ಅಧ್ಯಕ್ಷ ಮಹಾಬಲ ರಾವ್ ಸಂಘಟನೆ ಸಮಿತಿಯ ನೂರಾರು ಕಾರ್ಯಕರ್ತರು, ಸಮಾಜ ಕಲ್ಯಾಣ ಇಲಾಖೆಯ ಪ್ರಕಾಶ್ ಮುಂತಾದವರು ಹಾಜರಿದ್ದರು. — [54, 1401, 391, 1481]
neem-col-2: ಅಂದಾಜು ಮೌಲ್ಯವನ್ನು ತಯಾರಿಸಿದೆ, ಹಾಗೂ ಪ್ರಕ್ರಿಯೆ ಮಾಡದೆ ಮಧ್ಯಾಹ್ನ 2 ಗಂಟೆಯ ಸಮಯದಲ್ಲಿ ಗಾಂಧೀನಗರದ ಇರ್ಫಾನ್ ಎಂಬುವ ವ್ಯಕ್ತಿ ನೂ ಸುಮಾರು ದಶಕಗಳಿಂದ ನೆಲೆನಿಂತ ಬೇವಿನ ಮರವನ್ನು ಬುಡ ಸಮೇತ ಕತ್ತರಿಸಲಾಗಿದೆ. ಅರಳಿ ಹಾಗೂ ಬೇವಿನ ಮರವು ಒಟ್ಟಾಗಿದ್ದ ಕಾರಣ ಪೂಜೆ ನಿತ್ಯ ಸಾರ್ವಜನಿಕರು ಮುಂಜಾನೆ ಪೂಜಿಸುತ್ತಿದ್ದ ಧಾರ್ಮಿಕ ಸ್ಥಳ ಇದಾಗಿತ್ತು. — [684, 2186, 964, 2266]
sign-text: ಅಬಕಾರಿ ನಿರೀಕ್ಷಕರವರ ಕಛೇರಿ — [1277, 217, 1370, 228]
